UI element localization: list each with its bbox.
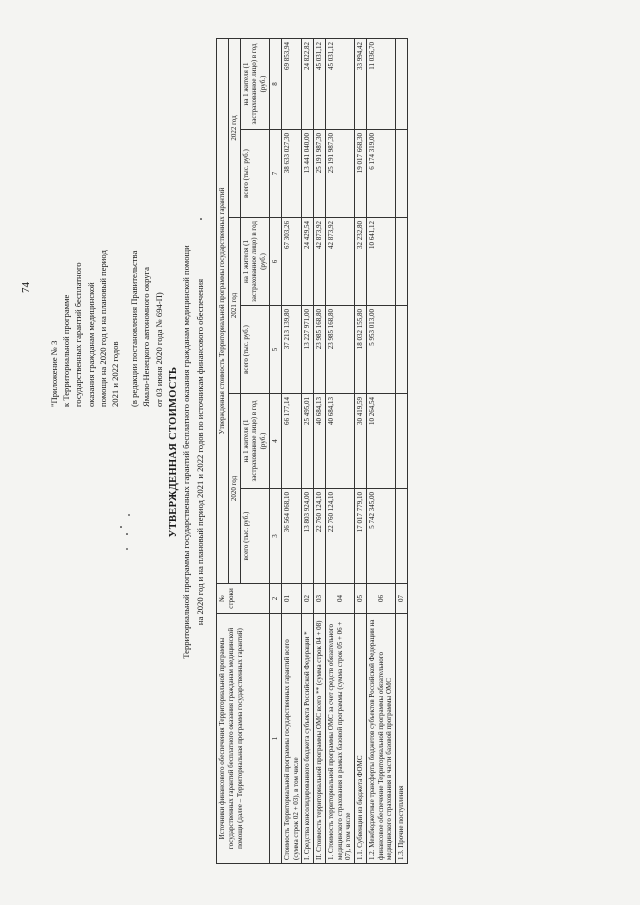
row-number: 07 [396, 584, 408, 614]
table-row [355, 39, 367, 864]
cell-per-capita-2020 [396, 394, 408, 489]
document-heading [168, 72, 206, 832]
column-number: 8 [269, 39, 281, 130]
header-approved-cost: Утвержденная стоимость Территориальной программы государственных гарантий [217, 39, 229, 584]
column-number-row [269, 39, 281, 864]
cell-per-capita-2022: 45 031,12 [325, 39, 354, 130]
appendix-line: (в редакции постановления Правительства [129, 250, 140, 407]
table-row [302, 39, 314, 864]
row-number: 06 [366, 584, 395, 614]
appendix-note [48, 107, 165, 407]
cell-total-2020 [396, 489, 408, 584]
table-row [325, 39, 354, 864]
page-number: 74 [20, 282, 32, 293]
column-number: 1 [269, 614, 281, 864]
table-row [314, 39, 326, 864]
header-year-2020: 2020 год [228, 394, 240, 584]
cell-per-capita-2020: 40 684,13 [314, 394, 326, 489]
cell-total-2020: 5 742 345,00 [366, 489, 395, 584]
column-number: 6 [269, 218, 281, 306]
document-subtitle-line: на 2020 год и на плановый период 2021 и 2022 годов по источникам финансового обеспечения [194, 278, 205, 626]
cell-total-2022: 25 191 987,30 [314, 130, 326, 218]
header-source: Источники финансового обеспечения Территориальной программы государственных гарантий бесплатного оказания гражданам медицинской помощи (далее – Территориальная программа государственных гарантий) [217, 614, 270, 864]
row-label: 1.1. Субвенции из бюджета ФОМС [355, 614, 367, 864]
cell-per-capita-2022: 69 853,94 [281, 39, 302, 130]
table-row [366, 39, 395, 864]
cell-total-2020: 22 760 124,10 [314, 489, 326, 584]
cell-total-2021: 23 985 168,80 [325, 306, 354, 394]
cell-total-2021: 23 985 168,80 [314, 306, 326, 394]
row-label: Стоимость Территориальной программы государственных гарантий всего (сумма строк 02 + 03), в том числе [281, 614, 302, 864]
cell-per-capita-2021: 24 429,54 [302, 218, 314, 306]
cell-per-capita-2020: 25 495,01 [302, 394, 314, 489]
cell-per-capita-2021 [396, 218, 408, 306]
cell-per-capita-2021: 67 303,26 [281, 218, 302, 306]
row-label: II. Стоимость территориальной программы ОМС всего ** (сумма строк 04 + 08) [314, 614, 326, 864]
header-per-capita: на 1 жителя (1 застрахованное лицо) в год (руб.) [240, 39, 269, 130]
row-number: 05 [355, 584, 367, 614]
cell-per-capita-2022 [396, 39, 408, 130]
header-row-no: № строки [217, 584, 270, 614]
cell-per-capita-2020: 10 264,54 [366, 394, 395, 489]
appendix-line: к Территориальной программе [61, 294, 72, 407]
column-number: 3 [269, 489, 281, 584]
cell-per-capita-2021: 42 873,92 [314, 218, 326, 306]
row-label: 1.2. Межбюджетные трансферты бюджетов субъектов Российской Федерации на финансовое обеспечение Территориальной программы обязательного медицинского страхования в части базовой программы ОМС [366, 614, 395, 864]
row-label: 1. Стоимость территориальной программы ОМС за счет средств обязательного медицинского страхования в рамках базовой программы (сумма строк 05 + 06 + 07), в том числе [325, 614, 354, 864]
cell-total-2022: 13 441 040,00 [302, 130, 314, 218]
cell-per-capita-2022: 24 822,82 [302, 39, 314, 130]
cell-total-2022: 25 191 987,30 [325, 130, 354, 218]
appendix-line: оказания гражданам медицинской [85, 282, 96, 407]
cell-total-2021: 37 213 139,80 [281, 306, 302, 394]
cell-total-2021 [396, 306, 408, 394]
cell-per-capita-2020: 40 684,13 [325, 394, 354, 489]
appendix-line: государственных гарантий бесплатного [73, 262, 84, 407]
row-label: 1.3. Прочие поступления [396, 614, 408, 864]
row-number: 01 [281, 584, 302, 614]
row-number: 02 [302, 584, 314, 614]
cell-total-2021: 13 227 971,00 [302, 306, 314, 394]
rotated-content [20, 32, 620, 872]
document-title: УТВЕРЖДЕННАЯ СТОИМОСТЬ [168, 366, 179, 538]
cell-total-2022: 19 017 668,30 [355, 130, 367, 218]
cell-total-2021: 18 032 155,80 [355, 306, 367, 394]
cell-total-2022: 6 174 319,00 [366, 130, 395, 218]
appendix-line: от 03 июня 2020 года № 694-П) [153, 292, 164, 407]
cell-per-capita-2020: 30 419,59 [355, 394, 367, 489]
header-total: всего (тыс. руб.) [240, 306, 269, 394]
header-year-2021: 2021 год [228, 218, 240, 394]
cell-total-2020: 36 564 068,10 [281, 489, 302, 584]
table-row [396, 39, 408, 864]
cell-per-capita-2022: 45 031,12 [314, 39, 326, 130]
appendix-line: помощи на 2020 год и на плановый период [97, 250, 108, 407]
cell-per-capita-2021: 42 873,92 [325, 218, 354, 306]
header-per-capita: на 1 жителя (1 застрахованное лицо) в год (руб.) [240, 394, 269, 489]
column-number: 5 [269, 306, 281, 394]
document-subtitle-line: Территориальной программы государственных гарантий бесплатного оказания гражданам медицинской помощи [181, 245, 191, 659]
row-number: 04 [325, 584, 354, 614]
row-label: I. Средства консолидированного бюджета субъекта Российской Федерации * [302, 614, 314, 864]
cell-total-2022 [396, 130, 408, 218]
row-number: 03 [314, 584, 326, 614]
cell-total-2021: 5 953 013,00 [366, 306, 395, 394]
column-number: 7 [269, 130, 281, 218]
cell-total-2022: 38 633 027,30 [281, 130, 302, 218]
column-number: 2 [269, 584, 281, 614]
table-header-row [217, 39, 229, 864]
cost-table [216, 38, 408, 864]
header-year-2022: 2022 год [228, 39, 240, 218]
header-total: всего (тыс. руб.) [240, 489, 269, 584]
table-row [281, 39, 302, 864]
cell-per-capita-2021: 10 641,12 [366, 218, 395, 306]
appendix-line: "Приложение № 3 [49, 340, 59, 407]
appendix-line: 2021 и 2022 годов [110, 341, 121, 407]
appendix-line: Ямало-Ненецкого автономного округа [141, 267, 152, 407]
header-total: всего (тыс. руб.) [240, 130, 269, 218]
cell-total-2020: 22 760 124,10 [325, 489, 354, 584]
cell-per-capita-2022: 11 036,70 [366, 39, 395, 130]
header-per-capita: на 1 жителя (1 застрахованное лицо) в год (руб.) [240, 218, 269, 306]
cell-per-capita-2021: 32 232,80 [355, 218, 367, 306]
cell-total-2020: 13 803 924,00 [302, 489, 314, 584]
cell-total-2020: 17 017 779,10 [355, 489, 367, 584]
cell-per-capita-2022: 33 994,42 [355, 39, 367, 130]
cell-per-capita-2020: 66 177,14 [281, 394, 302, 489]
column-number: 4 [269, 394, 281, 489]
